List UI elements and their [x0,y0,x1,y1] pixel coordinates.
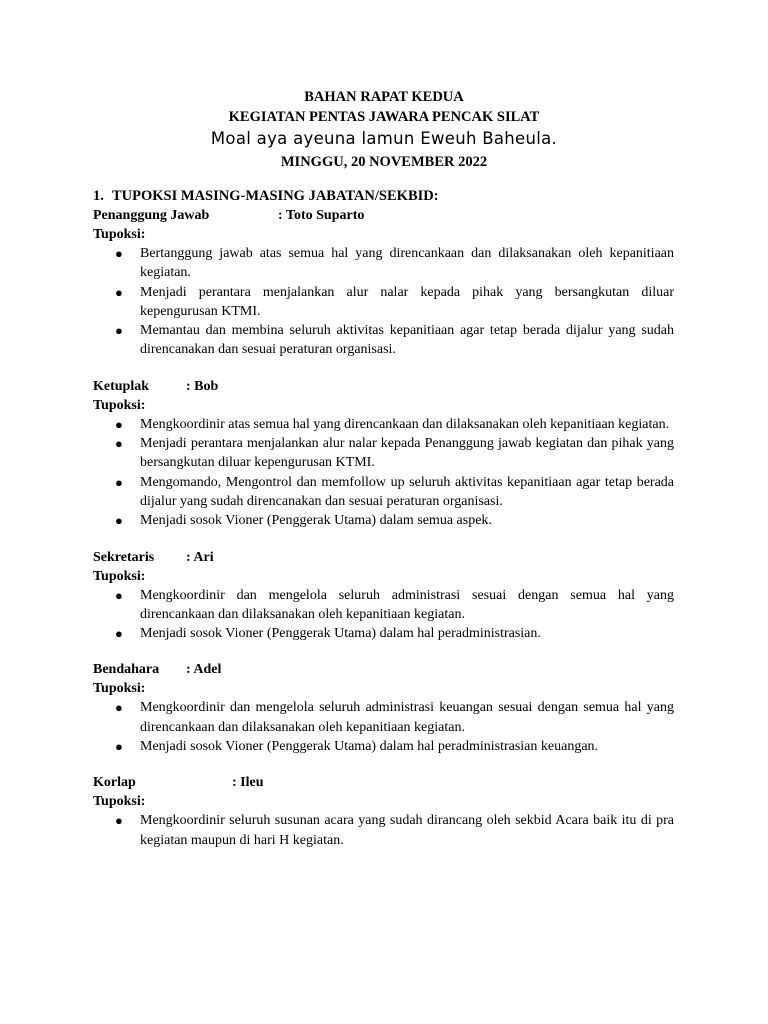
bullet-icon: ● [115,626,123,642]
bullet-icon: ● [115,813,123,829]
role-name: Sekretaris [93,549,155,565]
role-row [93,548,674,567]
title-line-1: BAHAN RAPAT KEDUA [304,89,464,105]
role-name: Ketuplak [93,378,150,394]
bullet-icon: ● [115,474,123,490]
duty-text: Mengkoordinir atas semua hal yang direncankaan dan dilaksanakan oleh kepanitiaan kegiatan. [140,416,670,432]
role-name: Korlap [93,775,136,791]
duties-label: Tupoksi: [93,794,146,810]
bullet-icon: ● [115,587,123,603]
list-item [93,737,674,756]
bullet-icon: ● [115,416,123,432]
role-korlap [93,773,674,850]
duties-list [93,698,674,756]
bullet-icon: ● [115,739,123,755]
role-person: : Toto Suparto [278,208,365,223]
duties-list [93,244,674,360]
duty-text: Menjadi sosok Vioner (Penggerak Utama) dalam semua aspek. [140,513,492,529]
list-item [93,415,674,434]
list-item [93,473,674,512]
list-item [93,811,674,850]
document-body [93,186,674,850]
bullet-icon: ● [115,246,123,261]
bullet-icon: ● [115,513,123,529]
role-person: : Adel [186,662,222,678]
role-name: Bendahara [93,662,160,678]
list-item [93,698,674,737]
role-row [93,660,674,679]
meeting-date: MINGGU, 20 NOVEMBER 2022 [280,154,488,170]
duty-text: Mengkoordinir dan mengelola seluruh administrasi keuangan sesuai dengan semua hal yang direncankaan dan dilaksanakan oleh kepanitiaan kegiatan. [140,700,674,735]
role-person: : Ari [186,549,214,565]
list-item [93,624,674,643]
duties-list [93,811,674,850]
list-item [93,586,674,625]
duty-text: Bertanggung jawab atas semua hal yang direncankaan dan dilaksanakan oleh kepanitiaan kegiatan. [140,246,674,281]
duty-text: Menjadi sosok Vioner (Penggerak Utama) dalam hal peradministrasian. [140,626,541,642]
section-number: 1. [93,188,104,204]
duty-text: Mengomando, Mengontrol dan memfollow up seluruh aktivitas kepanitiaan agar tetap berada dijalur yang sudah direncanakan dan sesuai peraturan organisasi. [140,474,674,509]
role-bendahara [93,660,674,756]
duties-label: Tupoksi: [93,227,146,242]
duty-text: Menjadi sosok Vioner (Penggerak Utama) dalam hal peradministrasian keuangan. [140,739,599,755]
role-sekretaris [93,548,674,644]
list-item [93,511,674,530]
duties-list [93,415,674,531]
bullet-icon: ● [115,436,123,452]
role-person: : Bob [186,378,219,394]
duty-text: Menjadi perantara menjalankan alur nalar kepada pihak yang bersangkutan diluar kepengurusan KTMI. [140,284,674,319]
list-item [93,434,674,473]
duties-label: Tupoksi: [93,568,146,584]
duty-text: Mengkoordinir dan mengelola seluruh administrasi sesuai dengan semua hal yang direncankaan dan dilaksanakan oleh kepanitiaan kegiatan. [140,587,674,622]
bullet-icon: ● [115,284,123,300]
duty-text: Memantau dan membina seluruh aktivitas kepanitiaan agar tetap berada dijalur yang sudah direncanakan dan sesuai peraturan organisasi. [140,323,674,358]
list-item [93,321,674,360]
duties-label: Tupoksi: [93,397,146,413]
title-block [0,87,768,172]
title-line-2: KEGIATAN PENTAS JAWARA PENCAK SILAT [228,109,540,125]
motto: Moal aya ayeuna lamun Eweuh Baheula. [210,129,558,148]
section-heading [93,186,674,206]
duties-list [93,586,674,644]
role-ketuplak [93,377,674,531]
list-item [93,283,674,322]
role-row [93,377,674,396]
section-title: TUPOKSI MASING-MASING JABATAN/SEKBID: [112,188,439,204]
bullet-icon: ● [115,323,123,339]
role-person: : Ileu [232,775,264,791]
duty-text: Menjadi perantara menjalankan alur nalar kepada Penanggung jawab kegiatan dan pihak yang bersangkutan diluar kepengurusan KTMI. [140,436,674,471]
bullet-icon: ● [115,700,123,716]
role-name: Penanggung Jawab [93,208,210,223]
role-row [93,206,674,225]
duties-label: Tupoksi: [93,681,146,697]
duty-text: Mengkoordinir seluruh susunan acara yang sudah dirancang oleh sekbid Acara baik itu di pra kegiatan maupun di hari H kegiatan. [140,813,674,848]
role-penanggung-jawab [93,206,674,360]
role-row [93,773,674,792]
list-item [93,244,674,283]
